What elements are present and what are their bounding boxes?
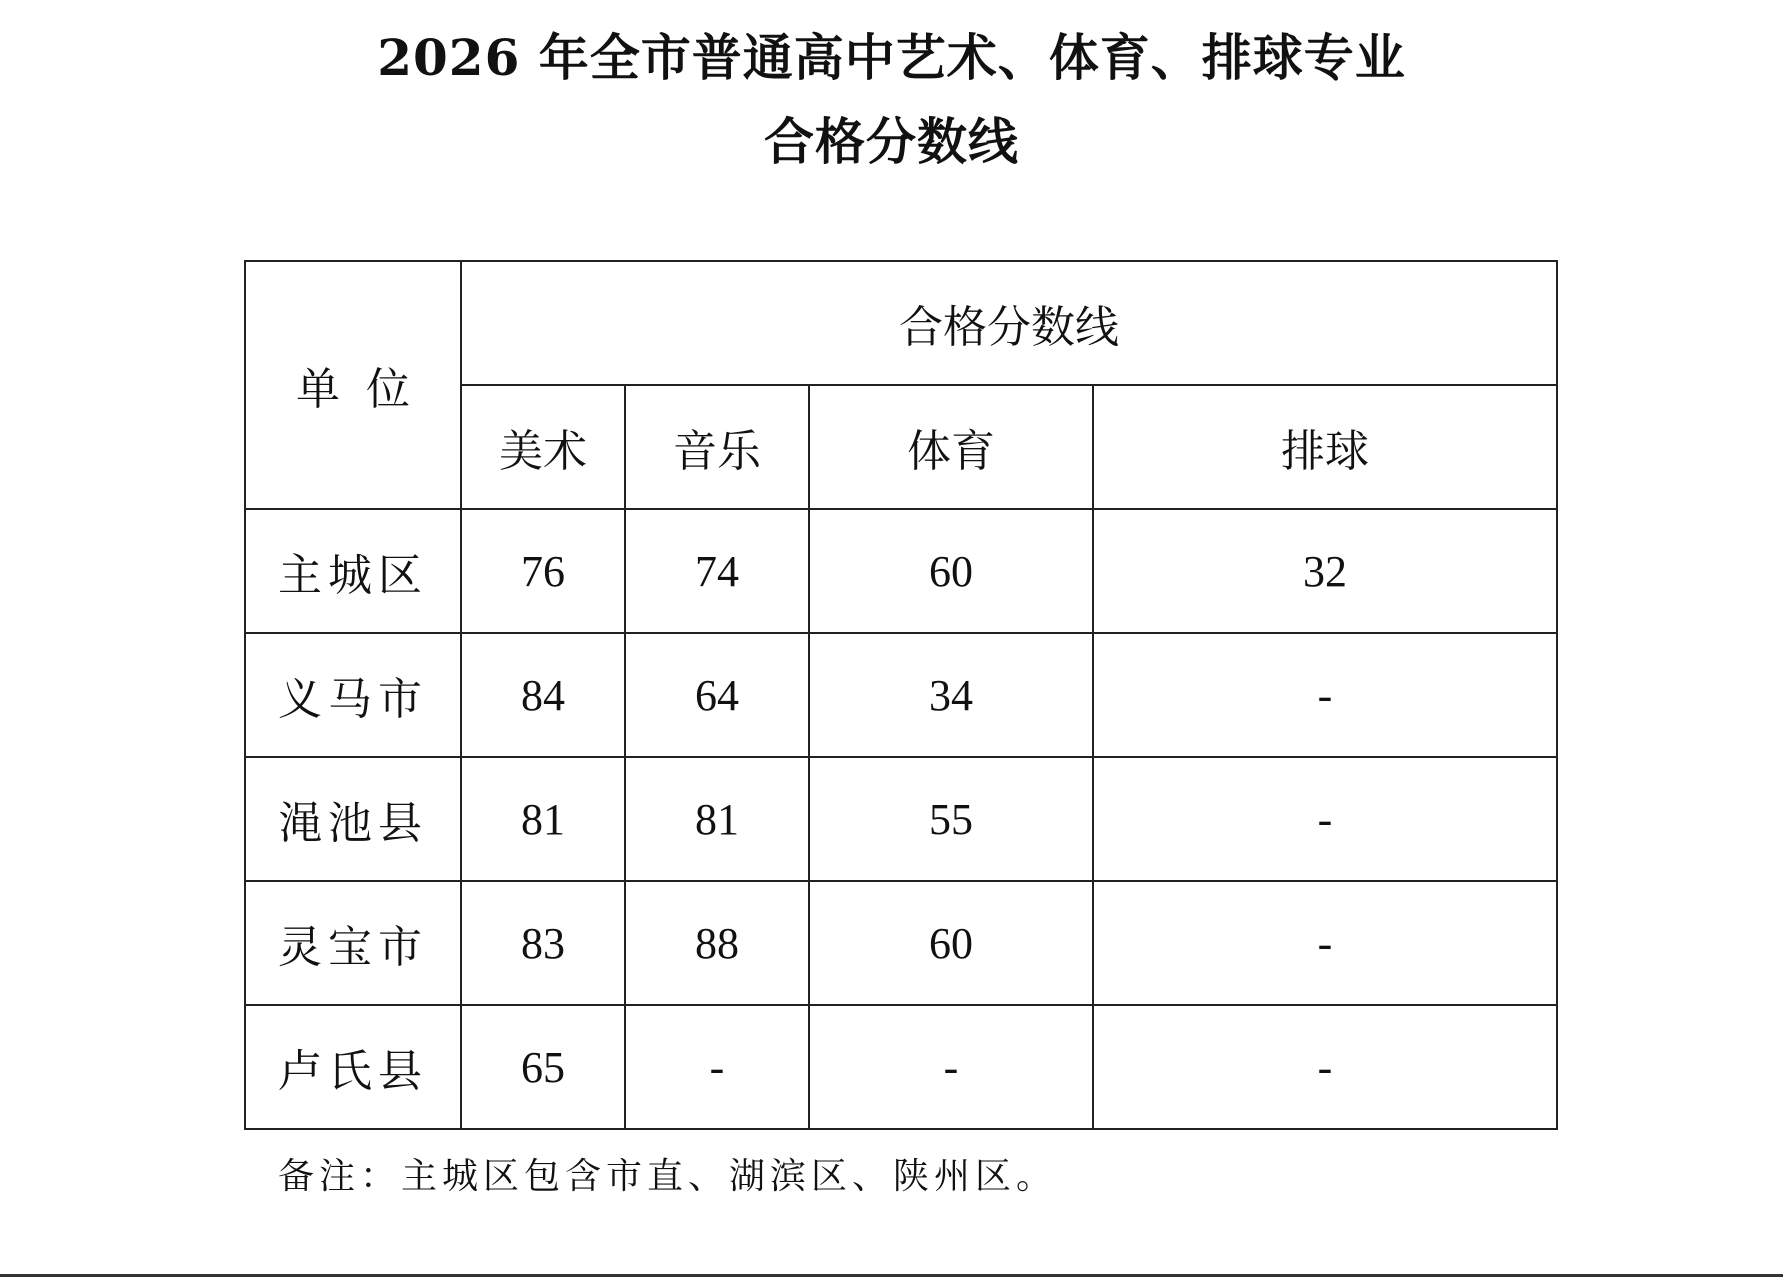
score-cell: 65	[461, 1005, 625, 1129]
score-table	[244, 260, 1558, 1130]
score-cell: 81	[625, 757, 809, 881]
score-cell: 55	[809, 757, 1093, 881]
row-label: 灵宝市	[245, 881, 461, 1005]
unit-header: 单位	[245, 261, 461, 509]
score-cell: 60	[809, 509, 1093, 633]
row-label: 渑池县	[245, 757, 461, 881]
score-cell: -	[1093, 633, 1557, 757]
row-label: 卢氏县	[245, 1005, 461, 1129]
document-title-line2: 合格分数线	[764, 112, 1019, 171]
score-cell: 83	[461, 881, 625, 1005]
row-label: 义马市	[245, 633, 461, 757]
table-row	[245, 633, 1557, 757]
score-cell: 64	[625, 633, 809, 757]
table-row	[245, 757, 1557, 881]
score-cell: -	[1093, 757, 1557, 881]
table-row	[245, 1005, 1557, 1129]
score-cell: -	[625, 1005, 809, 1129]
score-cell: 74	[625, 509, 809, 633]
document-title-line1: 2026 年全市普通高中艺术、体育、排球专业	[377, 28, 1406, 87]
column-header-pe: 体育	[809, 385, 1093, 509]
score-cell: 84	[461, 633, 625, 757]
score-cell: 32	[1093, 509, 1557, 633]
score-cell: 76	[461, 509, 625, 633]
score-cell: -	[809, 1005, 1093, 1129]
column-header-volleyball: 排球	[1093, 385, 1557, 509]
table-row	[245, 509, 1557, 633]
bottom-divider	[0, 1274, 1783, 1277]
column-header-music: 音乐	[625, 385, 809, 509]
score-cell: -	[1093, 1005, 1557, 1129]
row-label: 主城区	[245, 509, 461, 633]
score-cell: 88	[625, 881, 809, 1005]
score-cell: -	[1093, 881, 1557, 1005]
score-cell: 34	[809, 633, 1093, 757]
column-header-art: 美术	[461, 385, 625, 509]
table-row	[245, 881, 1557, 1005]
score-cell: 60	[809, 881, 1093, 1005]
score-cell: 81	[461, 757, 625, 881]
footnote: 备注：主城区包含市直、湖滨区、陕州区。	[278, 1156, 1058, 1197]
qualifying-score-header: 合格分数线	[461, 261, 1557, 385]
header-row-group	[245, 261, 1557, 385]
